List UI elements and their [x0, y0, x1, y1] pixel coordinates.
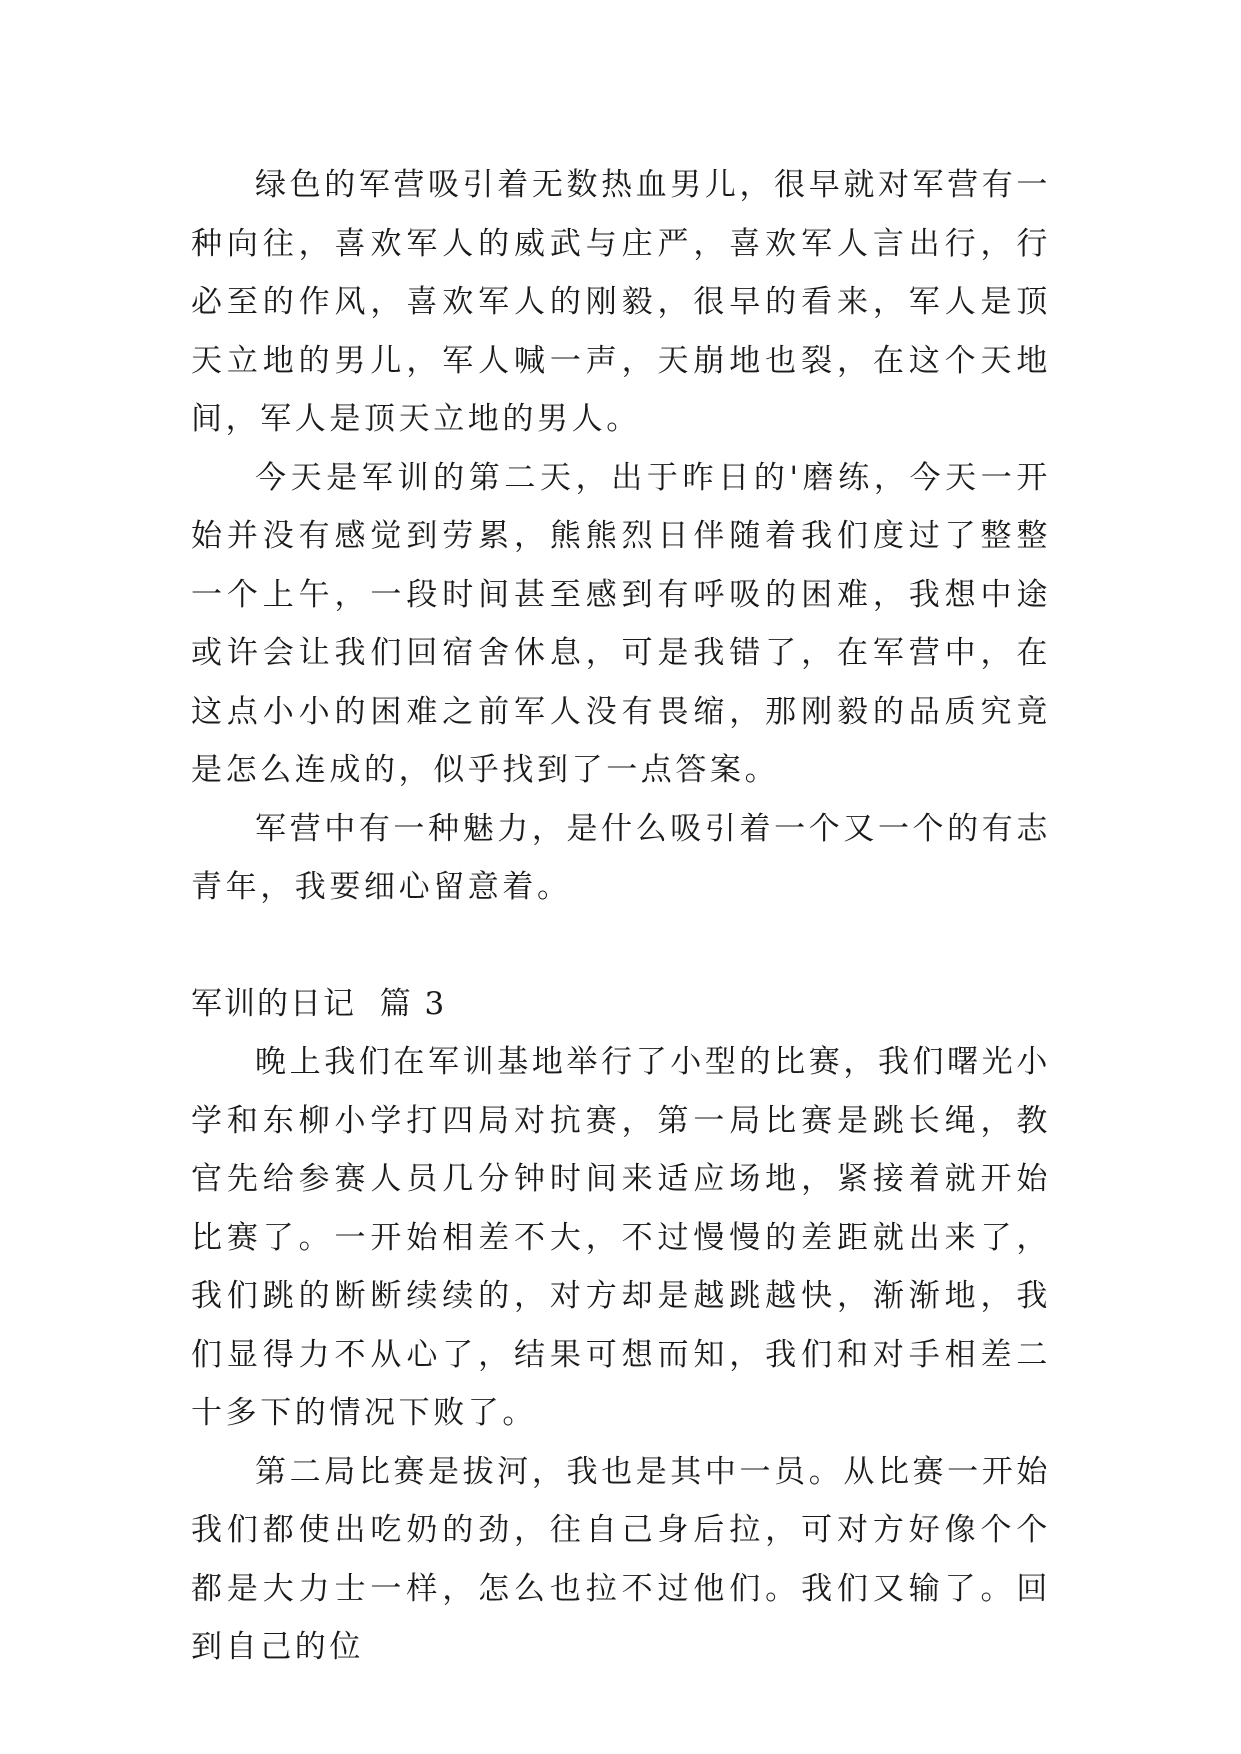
- document-body: [191, 156, 1051, 1677]
- paragraph-5: 第二局比赛是拔河，我也是其中一员。从比赛一开始我们都使出吃奶的劲，往自己身后拉，可对方好像个个都是大力士一样，怎么也拉不过他们。我们又输了。回到自己的位: [191, 1453, 1051, 1665]
- paragraph-1: 绿色的军营吸引着无数热血男儿，很早就对军营有一种向往，喜欢军人的威武与庄严，喜欢军人言出行，行必至的作风，喜欢军人的刚毅，很早的看来，军人是顶天立地的男儿，军人喊一声，天崩地也裂，在这个天地间，军人是顶天立地的男人。: [191, 167, 1051, 437]
- paragraph-3: 军营中有一种魅力，是什么吸引着一个又一个的有志青年，我要细心留意着。: [191, 810, 1051, 905]
- section-heading: 军训的日记 篇 3: [191, 985, 447, 1022]
- section-spacer: [191, 917, 1051, 975]
- paragraph-4: 晚上我们在军训基地举行了小型的比赛，我们曙光小学和东柳小学打四局对抗赛，第一局比赛是跳长绳，教官先给参赛人员几分钟时间来适应场地，紧接着就开始比赛了。一开始相差不大，不过慢慢的差距就出来了，我们跳的断断续续的，对方却是越跳越快，渐渐地，我们显得力不从心了，结果可想而知，我们和对手相差二十多下的情况下败了。: [191, 1044, 1051, 1431]
- paragraph-2: 今天是军训的第二天，出于昨日的'磨练，今天一开始并没有感觉到劳累，熊熊烈日伴随着我们度过了整整一个上午，一段时间甚至感到有呼吸的困难，我想中途或许会让我们回宿舍休息，可是我错了，在军营中，在这点小小的困难之前军人没有畏缩，那刚毅的品质究竟是怎么连成的，似乎找到了一点答案。: [191, 459, 1051, 788]
